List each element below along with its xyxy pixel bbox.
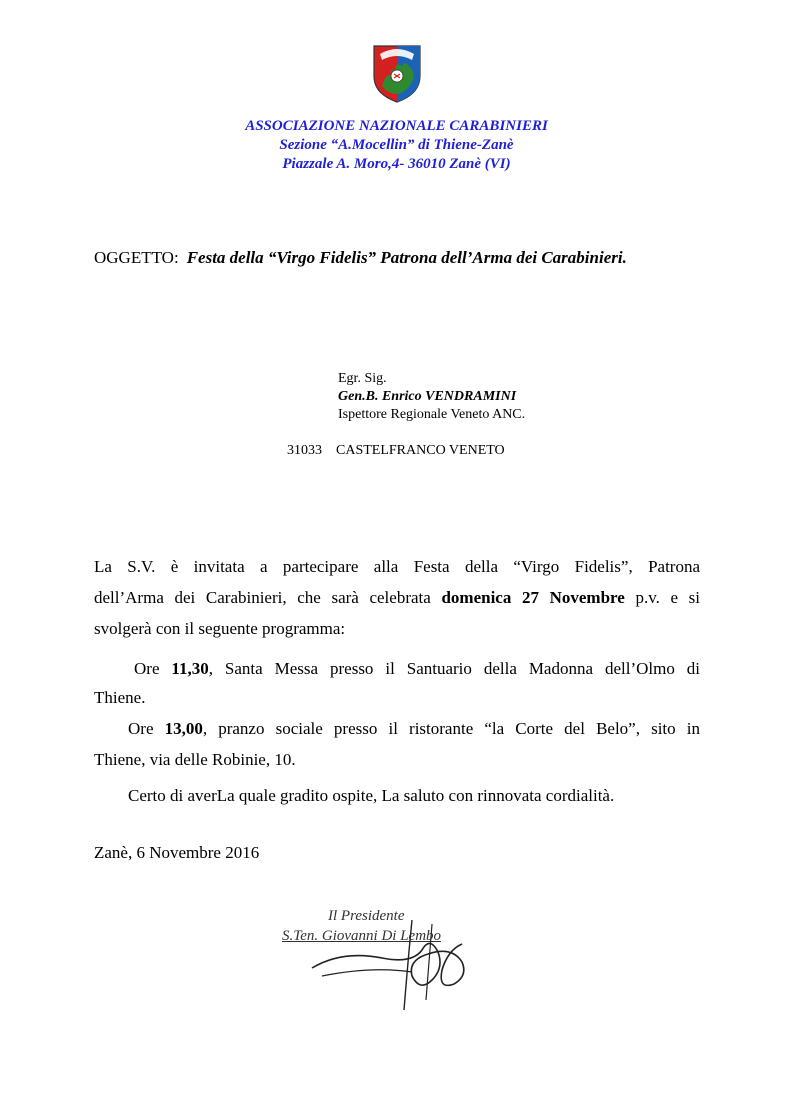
event-date: domenica 27 Novembre [441,588,625,607]
recipient-salutation: Egr. Sig. [338,371,387,386]
signature-block [262,880,562,1030]
body-text: dell’Arma dei Carabinieri, che sarà celebrata [94,588,442,607]
program-item-lunch-line-2: Thiene, via delle Robinie, 10. [94,750,296,769]
carabinieri-crest-icon [372,42,422,104]
closing-greeting: Certo di averLa quale gradito ospite, La saluto con rinnovata cordialità. [128,786,615,805]
subject-value: Festa della “Virgo Fidelis” Patrona dell’Arma dei Carabinieri. [186,248,627,267]
date-line: Zanè, 6 Novembre 2016 [94,843,260,862]
body-text: , Santa Messa presso il Santuario della Madonna dell’Olmo di [208,659,700,678]
recipient-city: CASTELFRANCO VENETO [336,443,505,458]
body-text: , pranzo sociale presso il ristorante “la Corte del Belo”, sito in [202,719,700,738]
signature-title: Il Presidente [328,908,405,924]
recipient-name: Gen.B. Enrico VENDRAMINI [338,389,517,404]
body-text: Ore [134,659,172,678]
body-text: p.v. e si [624,588,701,607]
body-paragraph-1-line-1: La S.V. è invitata a partecipare alla Festa della “Virgo Fidelis”, Patrona [94,557,700,576]
handwritten-signature-icon [262,880,562,1030]
recipient-postal-code: 31033 [287,443,322,458]
subject-label: OGGETTO: [94,248,179,267]
association-address: Piazzale A. Moro,4- 36010 Zanè (VI) [282,156,511,172]
body-text: Ore [128,719,165,738]
lunch-time: 13,00 [164,719,203,738]
body-paragraph-1-line-3: svolgerà con il seguente programma: [94,619,346,638]
program-item-mass [94,653,700,684]
program-item-mass-line-2: Thiene. [94,688,146,707]
mass-time: 11,30 [171,659,209,678]
section-name: Sezione “A.Mocellin” di Thiene-Zanè [279,137,514,153]
subject-line [94,248,627,268]
association-name: ASSOCIAZIONE NAZIONALE CARABINIERI [245,118,548,134]
body-paragraph-1-line-2 [94,582,700,613]
program-item-lunch [94,713,700,744]
signature-name: S.Ten. Giovanni Di Lembo [282,928,442,944]
recipient-role: Ispettore Regionale Veneto ANC. [338,407,526,422]
recipient-city-line [287,443,505,459]
